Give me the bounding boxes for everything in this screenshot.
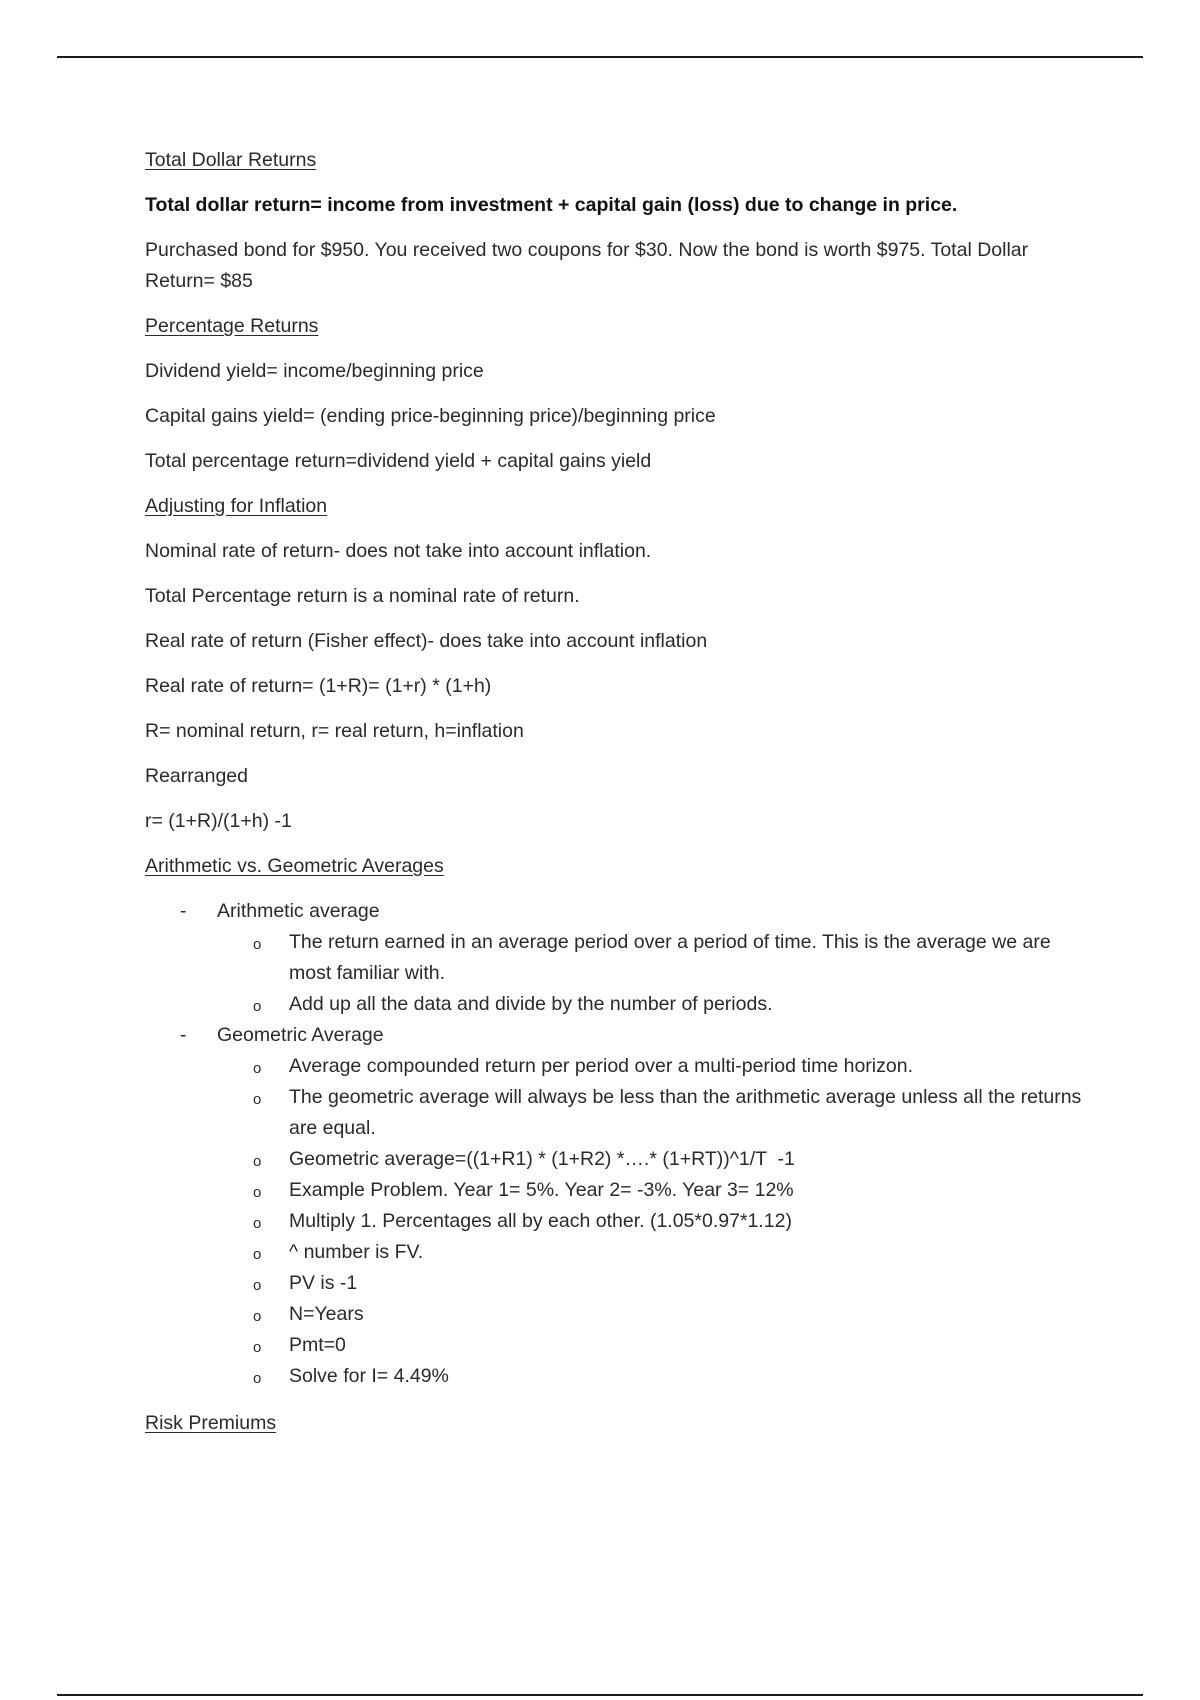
- circle-bullet-icon: o: [253, 1153, 262, 1170]
- total-dollar-return-definition: Total dollar return= income from investment + capital gain (loss) due to change in price.: [145, 194, 958, 216]
- rearranged-formula-line: r= (1+R)/(1+h) -1: [145, 810, 292, 832]
- sub-list-item: [217, 1361, 1085, 1392]
- circle-bullet-icon: o: [253, 1308, 262, 1325]
- list-item-label: Geometric Average: [217, 1024, 384, 1046]
- dash-bullet-icon: -: [180, 900, 187, 922]
- sub-list-item: [217, 1082, 1085, 1144]
- sub-list-item: [217, 1299, 1085, 1330]
- dash-bullet-icon: -: [180, 1024, 187, 1046]
- section-heading-adjusting-for-inflation: Adjusting for Inflation: [145, 495, 328, 517]
- sub-list-item: [217, 1330, 1085, 1361]
- sub-list-item: [217, 1268, 1085, 1299]
- list-item-arithmetic-average: [145, 896, 1085, 1020]
- sub-list-item-text: PV is -1: [289, 1272, 358, 1294]
- sub-list-item-text: Pmt=0: [289, 1334, 346, 1356]
- arithmetic-sublist: [217, 927, 1085, 1020]
- real-rate-formula-line: Real rate of return= (1+R)= (1+r) * (1+h): [145, 675, 492, 697]
- geometric-sublist: [217, 1051, 1085, 1392]
- sub-list-item-text: Geometric average=((1+R1) * (1+R2) *….* (1+RT))^1/T -1: [289, 1148, 795, 1170]
- circle-bullet-icon: o: [253, 998, 262, 1015]
- circle-bullet-icon: o: [253, 1370, 262, 1387]
- nominal-rate-line: Nominal rate of return- does not take into account inflation.: [145, 540, 652, 562]
- sub-list-item: [217, 1144, 1085, 1175]
- sub-list-item: [217, 989, 1085, 1020]
- bottom-rule: [57, 1694, 1143, 1696]
- sub-list-item-text: ^ number is FV.: [289, 1241, 424, 1263]
- sub-list-item: [217, 1237, 1085, 1268]
- sub-list-item-text: Average compounded return per period over a multi-period time horizon.: [289, 1055, 913, 1077]
- list-item-geometric-average: [145, 1020, 1085, 1392]
- dividend-yield-line: Dividend yield= income/beginning price: [145, 360, 484, 382]
- sub-list-item-text: Example Problem. Year 1= 5%. Year 2= -3%. Year 3= 12%: [289, 1179, 794, 1201]
- sub-list-item-text: Solve for I= 4.49%: [289, 1365, 449, 1387]
- capital-gains-yield-line: Capital gains yield= (ending price-beginning price)/beginning price: [145, 405, 716, 427]
- sub-list-item: [217, 927, 1085, 989]
- circle-bullet-icon: o: [253, 1215, 262, 1232]
- sub-list-item: [217, 1051, 1085, 1082]
- section-heading-percentage-returns: Percentage Returns: [145, 315, 319, 337]
- total-percentage-nominal-line: Total Percentage return is a nominal rate of return.: [145, 585, 580, 607]
- section-heading-risk-premiums: Risk Premiums: [145, 1412, 277, 1434]
- sub-list-item-text: N=Years: [289, 1303, 364, 1325]
- averages-list: [145, 896, 1085, 1392]
- circle-bullet-icon: o: [253, 1277, 262, 1294]
- sub-list-item-text: Multiply 1. Percentages all by each other. (1.05*0.97*1.12): [289, 1210, 792, 1232]
- total-percentage-return-line: Total percentage return=dividend yield + capital gains yield: [145, 450, 652, 472]
- circle-bullet-icon: o: [253, 1339, 262, 1356]
- document-body: [145, 145, 1085, 1453]
- sub-list-item-text: The return earned in an average period over a period of time. This is the average we are most familiar with.: [289, 931, 1051, 984]
- section-heading-total-dollar-returns: Total Dollar Returns: [145, 149, 317, 171]
- section-heading-arithmetic-vs-geometric: Arithmetic vs. Geometric Averages: [145, 855, 444, 877]
- list-item-label: Arithmetic average: [217, 900, 380, 922]
- bond-example-paragraph: Purchased bond for $950. You received two coupons for $30. Now the bond is worth $975. Total Dollar Return= $85: [145, 239, 1029, 292]
- sub-list-item-text: Add up all the data and divide by the number of periods.: [289, 993, 773, 1015]
- top-rule: [57, 56, 1143, 58]
- variable-definitions-line: R= nominal return, r= real return, h=inflation: [145, 720, 524, 742]
- circle-bullet-icon: o: [253, 1060, 262, 1077]
- circle-bullet-icon: o: [253, 1184, 262, 1201]
- sub-list-item: [217, 1206, 1085, 1237]
- real-rate-fisher-line: Real rate of return (Fisher effect)- does take into account inflation: [145, 630, 708, 652]
- circle-bullet-icon: o: [253, 936, 262, 953]
- sub-list-item-text: The geometric average will always be less than the arithmetic average unless all the returns are equal.: [289, 1086, 1082, 1139]
- sub-list-item: [217, 1175, 1085, 1206]
- circle-bullet-icon: o: [253, 1246, 262, 1263]
- rearranged-label: Rearranged: [145, 765, 248, 787]
- circle-bullet-icon: o: [253, 1091, 262, 1108]
